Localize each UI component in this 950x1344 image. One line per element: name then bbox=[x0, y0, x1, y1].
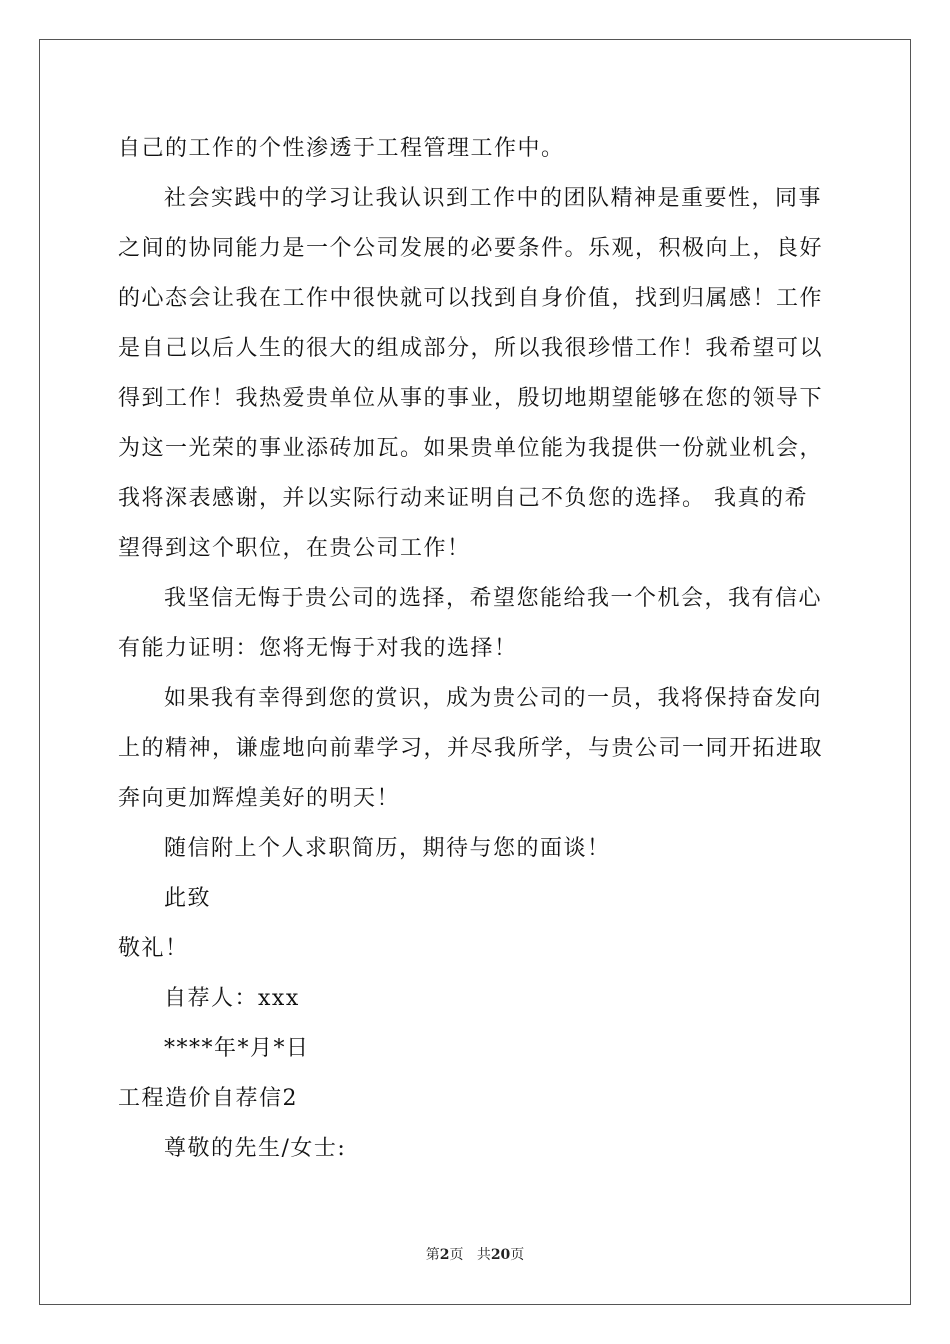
footer-page-current: 2 bbox=[439, 1247, 450, 1263]
text-line: 社会实践中的学习让我认识到工作中的团队精神是重要性，同事 bbox=[164, 186, 823, 211]
date-line: ****年*月*日 bbox=[164, 1036, 310, 1061]
text-line: 之间的协同能力是一个公司发展的必要条件。乐观，积极向上，良好 bbox=[118, 236, 824, 261]
footer-total-suffix: 页 bbox=[510, 1247, 525, 1263]
text-line: 望得到这个职位，在贵公司工作！ bbox=[118, 536, 471, 561]
document-body bbox=[118, 124, 834, 1174]
text-line: 我将深表感谢，并以实际行动来证明自己不负您的选择。 我真的希 bbox=[118, 486, 808, 511]
footer-total-prefix: 共 bbox=[476, 1247, 491, 1263]
closing-salutation: 此致 bbox=[164, 886, 212, 911]
signature-line: 自荐人：xxx bbox=[164, 986, 300, 1011]
footer-page-total: 20 bbox=[490, 1247, 511, 1263]
footer-page-prefix: 第 bbox=[425, 1247, 440, 1263]
text-line: 奔向更加辉煌美好的明天！ bbox=[118, 786, 401, 811]
text-line: 得到工作！我热爱贵单位从事的事业，殷切地期望能够在您的领导下 bbox=[118, 386, 824, 411]
text-line: 随信附上个人求职简历，期待与您的面谈！ bbox=[164, 836, 611, 861]
text-line: 有能力证明：您将无悔于对我的选择！ bbox=[118, 636, 518, 661]
text-line: 我坚信无悔于贵公司的选择，希望您能给我一个机会，我有信心 bbox=[164, 586, 823, 611]
text-line: 是自己以后人生的很大的组成部分，所以我很珍惜工作！我希望可以 bbox=[118, 336, 824, 361]
text-line: 的心态会让我在工作中很快就可以找到自身价值，找到归属感！工作 bbox=[118, 286, 824, 311]
closing-regards: 敬礼！ bbox=[118, 936, 189, 961]
section-heading: 工程造价自荐信2 bbox=[118, 1086, 298, 1111]
text-line: 为这一光荣的事业添砖加瓦。如果贵单位能为我提供一份就业机会， bbox=[118, 436, 824, 461]
footer-page-suffix: 页 bbox=[449, 1247, 464, 1263]
text-line: 自己的工作的个性渗透于工程管理工作中。 bbox=[118, 136, 565, 161]
greeting-line: 尊敬的先生/女士: bbox=[164, 1136, 347, 1161]
page-footer bbox=[0, 1245, 950, 1265]
text-line: 如果我有幸得到您的赏识，成为贵公司的一员，我将保持奋发向 bbox=[164, 686, 823, 711]
text-line: 上的精神，谦虚地向前辈学习，并尽我所学，与贵公司一同开拓进取 bbox=[118, 736, 824, 761]
